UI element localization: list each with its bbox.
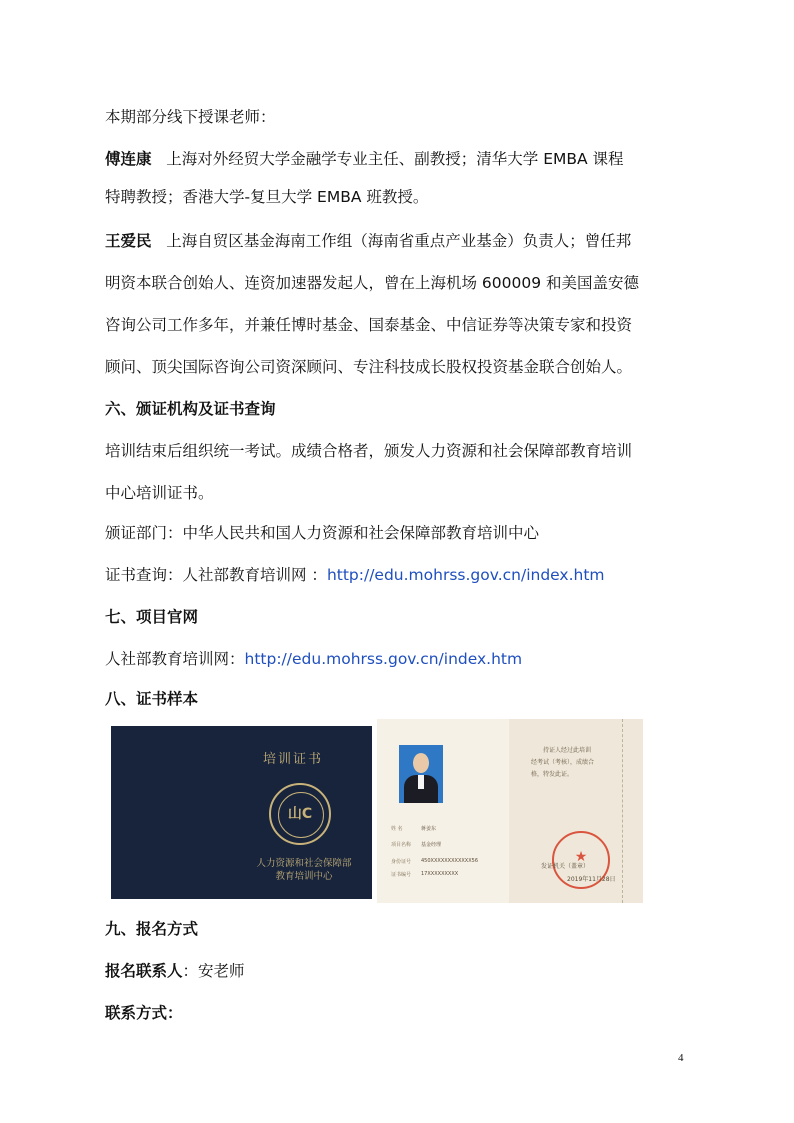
query-link[interactable]: http://edu.mohrss.gov.cn/index.htm [326,566,605,584]
section-9-heading: 九、报名方式 [105,920,199,938]
cover-org: 人力资源和社会保障部 教育培训中心 [256,858,352,882]
issue-date: 2019年11月28日 [567,876,616,883]
teacher-1-name: 傅连康 [105,150,152,168]
section-6-text-2: 中心培训证书。 [105,484,214,502]
name-label: 姓 名 [391,826,403,832]
contact-method-label: 联系方式： [105,1004,183,1022]
teacher-2-name: 王爱民 [105,232,152,250]
cert-no-value: 17XXXXXXXXX [421,871,459,877]
teacher-2-line-2: 明资本联合创始人、连资加速器发起人，曾在上海机场 600009 和美国盖安德 [105,274,640,292]
id-label: 身份证号 [391,859,412,865]
teacher-2-line-3: 咨询公司工作多年，并兼任博时基金、国泰基金、中信证券等决策专家和投资 [105,316,633,334]
teacher-2-line-1 [105,230,631,252]
teacher-2-line-4: 顾问、顶尖国际咨询公司资深顾问、专注科技成长股权投资基金联合创始人。 [105,358,633,376]
website-line [105,648,522,670]
cover-title: 培训证书 [263,752,324,767]
teacher-1-line-2: 特聘教授；香港大学-复旦大学 EMBA 班教授。 [105,188,429,206]
website-link[interactable]: http://edu.mohrss.gov.cn/index.htm [244,650,523,668]
page-number: 4 [678,1052,684,1064]
project-label: 项目名称 [391,842,412,848]
contact-person-label: 报名联系人 [105,962,183,980]
id-value: 450XXXXXXXXXXXX56 [421,858,479,864]
teacher-2-title: 上海自贸区基金海南工作组（海南省重点产业基金）负责人；曾任邦 [166,232,632,250]
stamp-text: 发证机关（盖章） [541,863,590,870]
cover-emblem-icon: 山C [269,783,331,845]
contact-person-line [105,960,245,982]
official-seal-icon: ★ [552,831,610,889]
section-7-heading: 七、项目官网 [105,608,199,626]
section-8-heading: 八、证书样本 [105,690,199,708]
certificate-inside-image [377,719,643,903]
teachers-intro: 本期部分线下授课老师： [105,108,276,126]
cert-body-3: 格，特发此证。 [531,771,574,778]
cert-no-label: 证书编号 [391,872,412,878]
project-value: 基金经理 [421,842,442,848]
issuer-line: 颁证部门：中华人民共和国人力资源和社会保障部教育培训中心 [105,524,540,542]
teacher-1-line-1 [105,148,624,170]
certificate-cover-image [111,726,372,899]
holder-photo [399,745,443,803]
cert-body-2: 经考试（考核），成绩合 [531,759,595,766]
query-line [105,564,605,586]
contact-person-value: ：安老师 [182,962,245,980]
section-6-heading: 六、颁证机构及证书查询 [105,400,276,418]
name-value: 蒋姜东 [421,826,437,832]
teacher-1-title: 上海对外经贸大学金融学专业主任、副教授；清华大学 EMBA 课程 [166,150,624,168]
query-label: 证书查询：人社部教育培训网 ： [105,566,327,584]
section-6-text-1: 培训结束后组织统一考试。成绩合格者，颁发人力资源和社会保障部教育培训 [105,442,633,460]
cert-body-1: 持证人经过此培训 [543,747,592,754]
website-label: 人社部教育培训网： [105,650,245,668]
